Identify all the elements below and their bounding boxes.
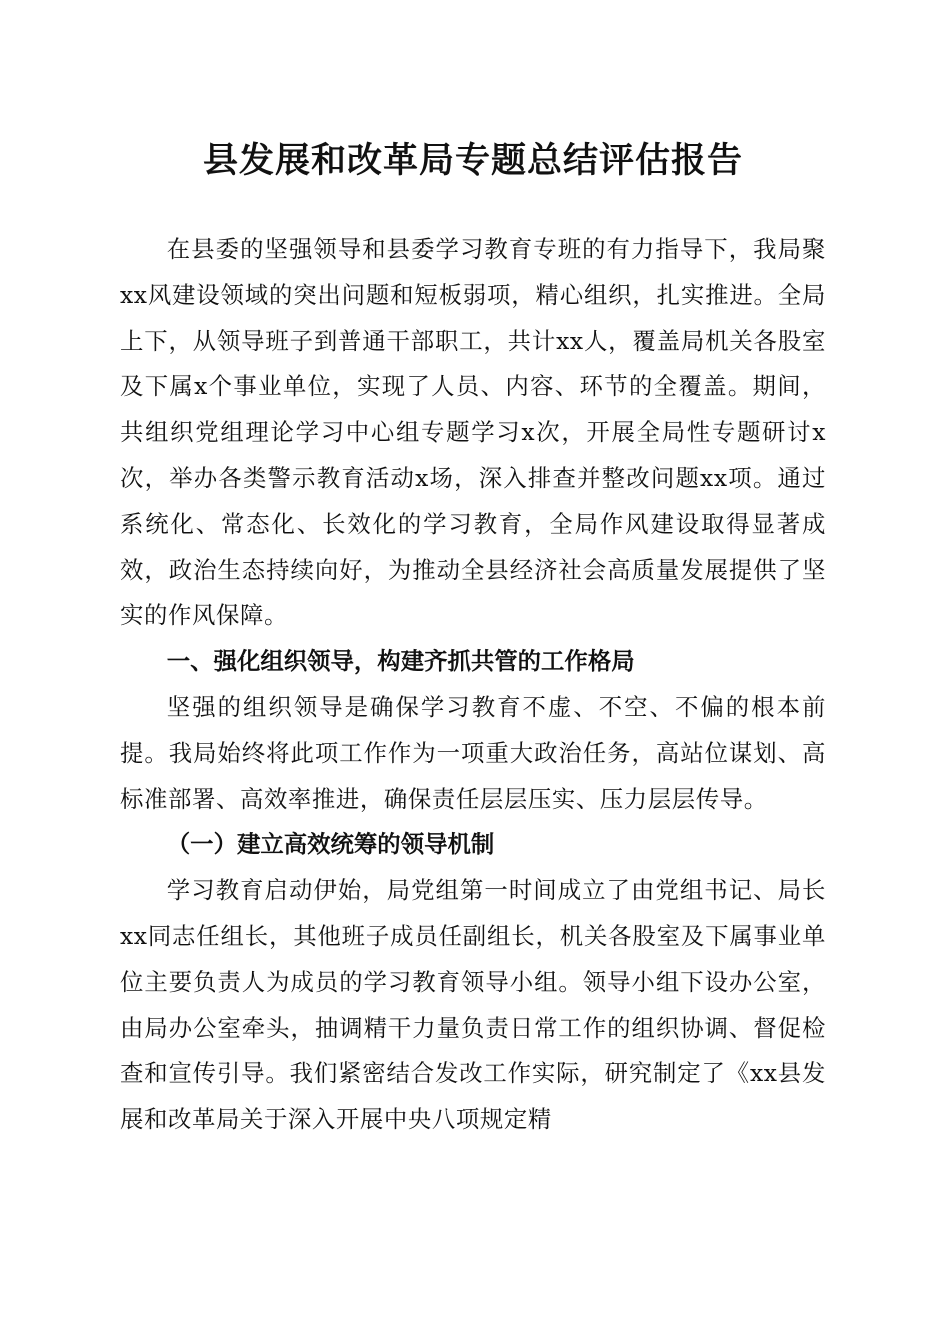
document-title: 县发展和改革局专题总结评估报告 <box>202 140 743 181</box>
document-page <box>120 0 826 1143</box>
document-body <box>120 227 826 1143</box>
subsection-1-paragraph: 学习教育启动伊始，局党组第一时间成立了由党组书记、局长xx同志任组长，其他班子成员任副组长，机关各股室及下属事业单位主要负责人为成员的学习教育领导小组。领导小组下设办公室，由局办公室牵头，抽调精干力量负责日常工作的组织协调、督促检查和宣传引导。我们紧密结合发改工作实际，研究制定了《xx县发展和改革局关于深入开展中央八项规定精 <box>120 876 826 1134</box>
subsection-heading-1: （一）建立高效统筹的领导机制 <box>166 830 495 859</box>
section-heading-1: 一、强化组织领导，构建齐抓共管的工作格局 <box>166 647 635 676</box>
intro-paragraph: 在县委的坚强领导和县委学习教育专班的有力指导下，我局聚xx风建设领域的突出问题和短板弱项，精心组织，扎实推进。全局上下，从领导班子到普通干部职工，共计xx人，覆盖局机关各股室及下属x个事业单位，实现了人员、内容、环节的全覆盖。期间，共组织党组理论学习中心组专题学习x次，开展全局性专题研讨x次，举办各类警示教育活动x场，深入排查并整改问题xx项。通过系统化、常态化、长效化的学习教育，全局作风建设取得显著成效，政治生态持续向好，为推动全县经济社会高质量发展提供了坚实的作风保障。 <box>120 235 826 630</box>
section-1-paragraph: 坚强的组织领导是确保学习教育不虚、不空、不偏的根本前提。我局始终将此项工作作为一项重大政治任务，高站位谋划、高标准部署、高效率推进，确保责任层层压实、压力层层传导。 <box>120 692 826 813</box>
